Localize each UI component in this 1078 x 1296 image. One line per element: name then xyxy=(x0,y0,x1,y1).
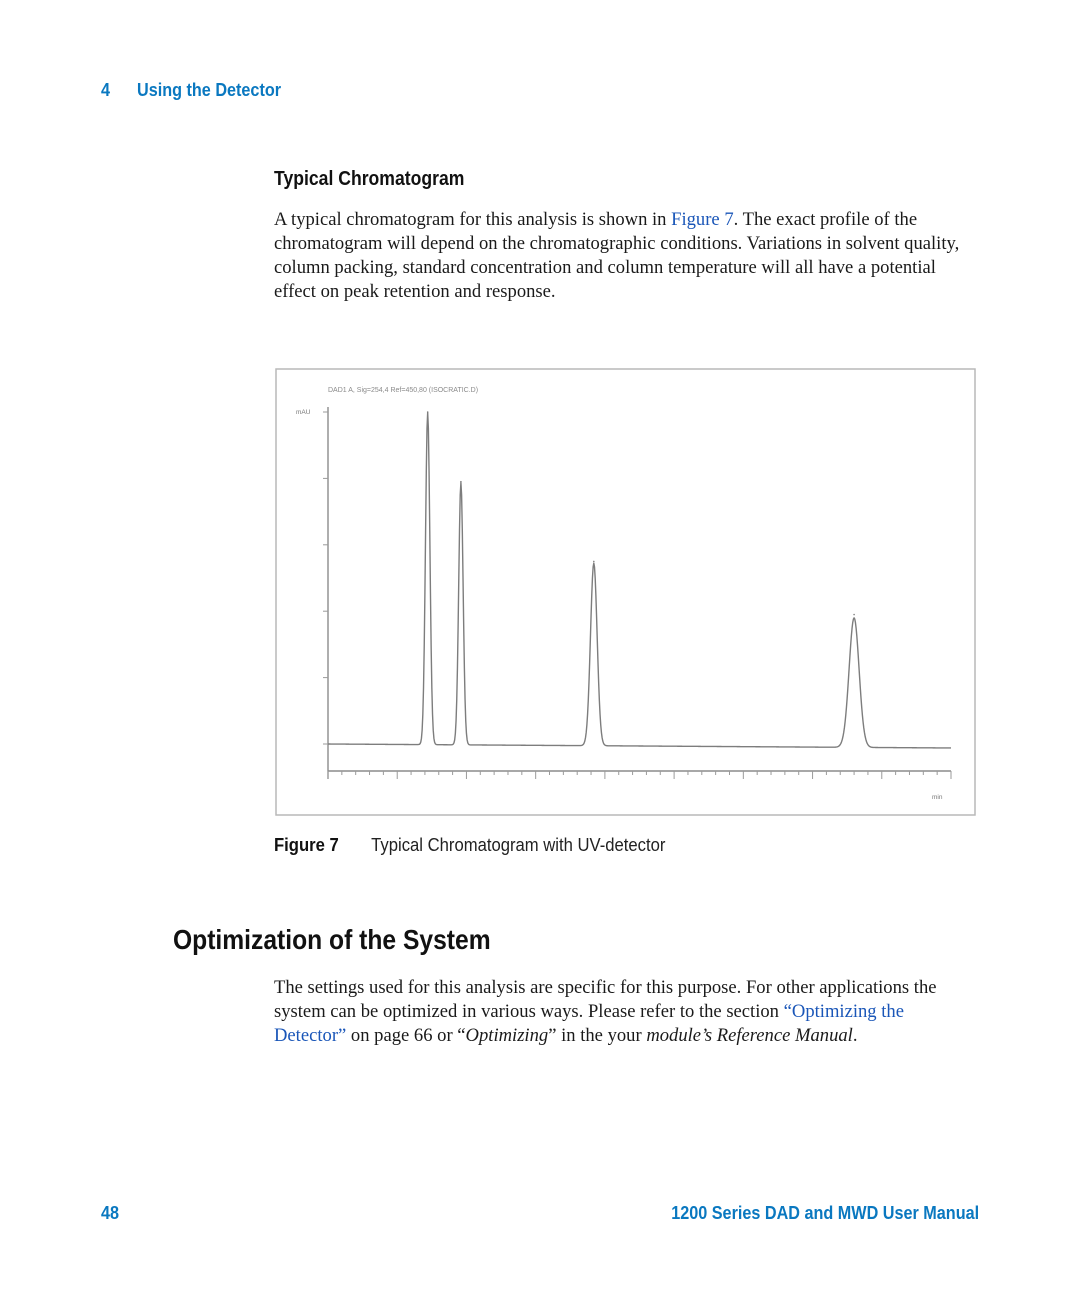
running-header xyxy=(101,80,281,101)
optimization-text-1: The settings used for this analysis are specific for this purpose. For other applications the system can be optimized in various ways. Please refer to the section xyxy=(274,977,937,1022)
optimization-paragraph xyxy=(274,976,974,1048)
chapter-number: 4 xyxy=(101,80,111,100)
figure-caption xyxy=(274,834,665,856)
paragraph-text-before: A typical chromatogram for this analysis is shown in xyxy=(274,209,672,230)
page-number: 48 xyxy=(101,1203,120,1223)
chapter-title: Using the Detector xyxy=(137,80,282,100)
paragraph-text-after: . The exact profile of the chromatogram will depend on the chromatographic conditions. Variations in solvent quality, column packing, standard concentration and column temperature will all have a potential effect on peak retention and response. xyxy=(274,209,960,302)
figure-7-link[interactable]: Figure 7 xyxy=(671,209,734,230)
optimizing-detector-link[interactable]: “Optimizing the Detector” xyxy=(274,1001,904,1046)
figure-caption-text: Typical Chromatogram with UV-detector xyxy=(371,834,666,855)
peak-4 xyxy=(853,614,855,616)
optimization-text-2: on page 66 or “ xyxy=(346,1025,466,1046)
chromatogram-figure xyxy=(275,367,978,817)
chart-title: DAD1 A, Sig=254,4 Ref=450,80 (ISOCRATIC.D) xyxy=(328,387,479,394)
chromatogram-chart xyxy=(275,367,978,817)
optimization-italic-2: module’s Reference Manual xyxy=(646,1025,853,1046)
optimization-text-4: . xyxy=(852,1025,858,1046)
peak-3 xyxy=(593,561,595,563)
optimization-text-3: ” in the your xyxy=(548,1025,647,1046)
y-axis-label: mAU xyxy=(296,409,311,416)
peak-2 xyxy=(460,481,462,483)
x-axis-label: min xyxy=(932,794,943,801)
optimization-heading: Optimization of the System xyxy=(173,924,491,955)
figure-label: Figure 7 xyxy=(274,834,339,855)
optimization-italic-1: Optimizing xyxy=(465,1025,549,1046)
figure-frame xyxy=(276,369,975,815)
manual-title: 1200 Series DAD and MWD User Manual xyxy=(671,1203,979,1223)
typical-chromatogram-heading: Typical Chromatogram xyxy=(274,168,465,190)
peak-1 xyxy=(427,411,429,413)
typical-chromatogram-paragraph xyxy=(274,208,974,304)
